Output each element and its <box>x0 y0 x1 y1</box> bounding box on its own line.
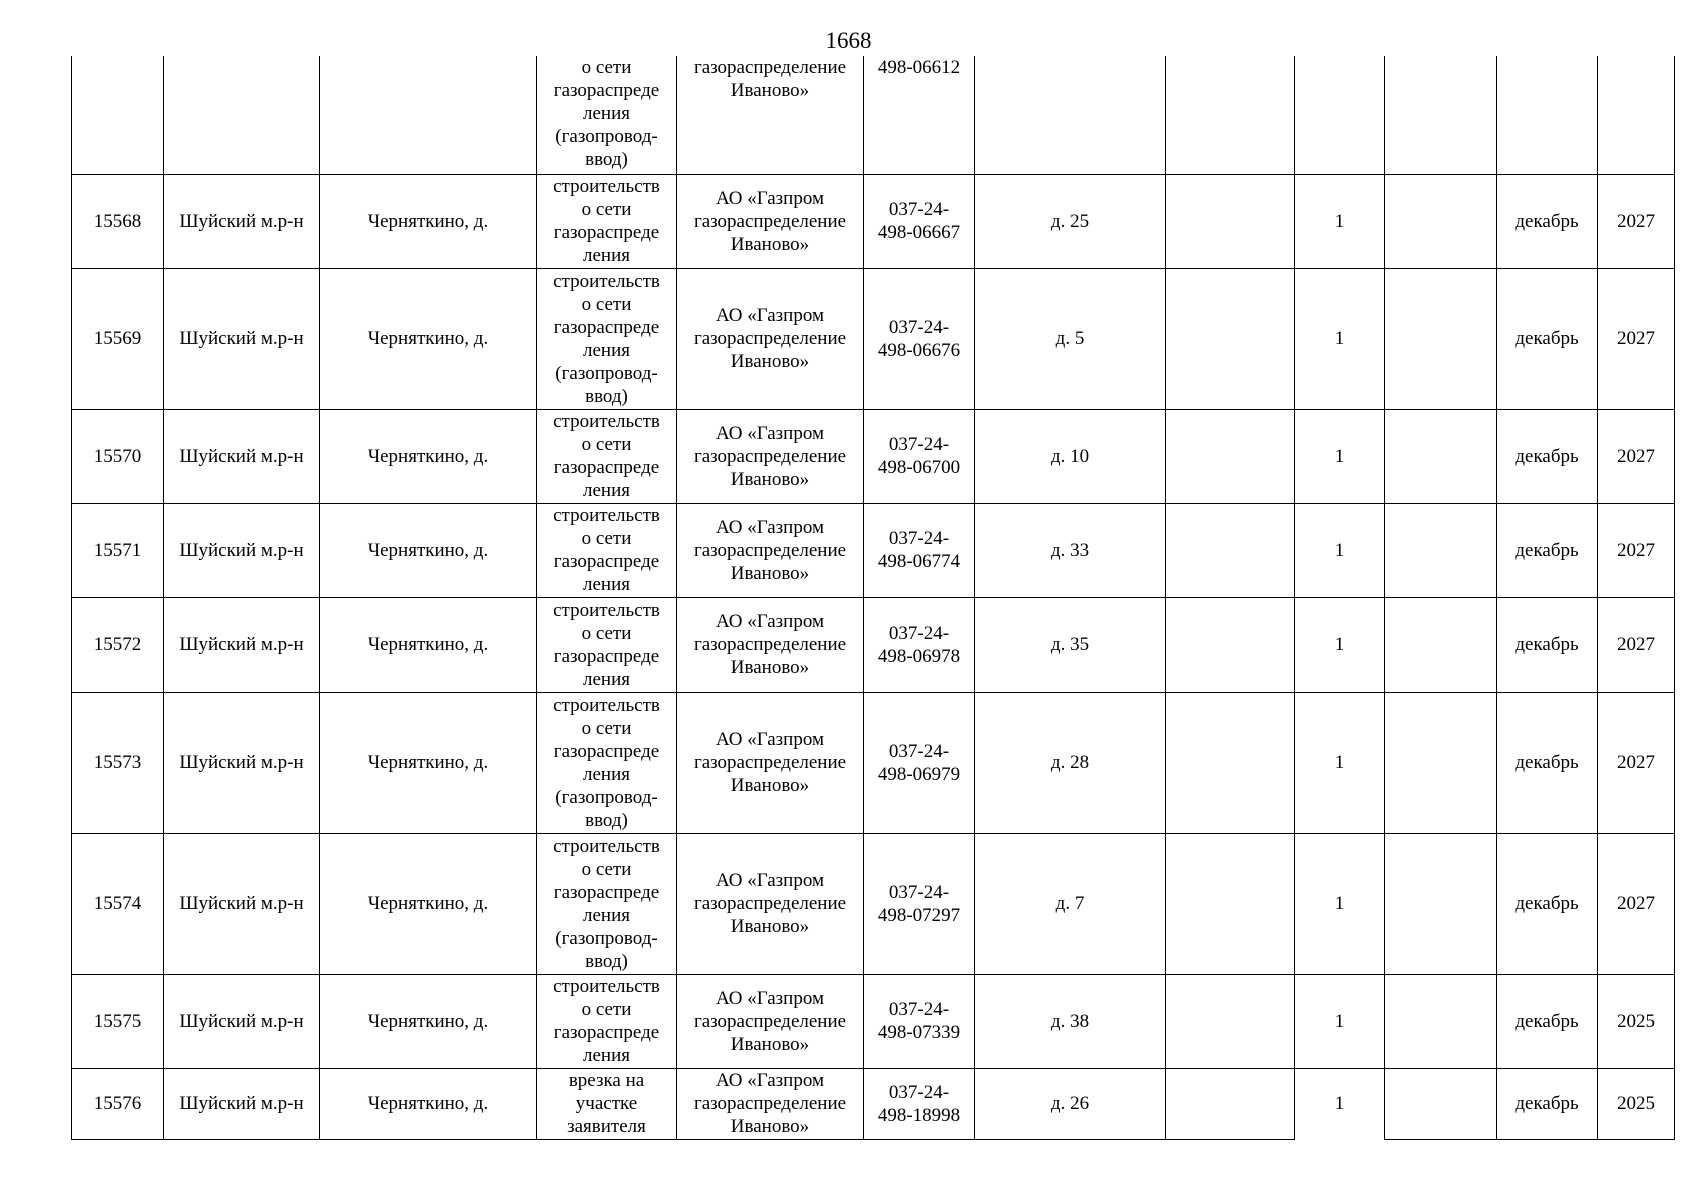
cell-empty <box>1166 833 1295 974</box>
cell-year: 2027 <box>1598 597 1675 692</box>
cell-month: декабрь <box>1497 503 1598 597</box>
cell-district: Шуйский м.р-н <box>164 409 320 503</box>
cell-year: 2027 <box>1598 692 1675 833</box>
cell-id <box>72 56 164 174</box>
cell-empty <box>1385 1068 1497 1139</box>
cell-year: 2025 <box>1598 1068 1675 1139</box>
table-row <box>72 692 1675 833</box>
cell-year: 2025 <box>1598 974 1675 1068</box>
cell-settlement: Черняткино, д. <box>320 409 537 503</box>
cell-year: 2027 <box>1598 833 1675 974</box>
cell-year: 2027 <box>1598 268 1675 409</box>
cell-address: д. 35 <box>975 597 1166 692</box>
cell-application-number: 037-24- 498-07297 <box>864 833 975 974</box>
cell-month: декабрь <box>1497 1068 1598 1139</box>
table-row <box>72 503 1675 597</box>
cell-organization: АО «Газпром газораспределение Иваново» <box>677 503 864 597</box>
cell-application-number: 037-24- 498-06979 <box>864 692 975 833</box>
table-row <box>72 174 1675 268</box>
cell-quantity <box>1295 56 1385 174</box>
cell-empty <box>1166 597 1295 692</box>
cell-month: декабрь <box>1497 833 1598 974</box>
cell-district: Шуйский м.р-н <box>164 692 320 833</box>
cell-settlement: Черняткино, д. <box>320 597 537 692</box>
cell-address: д. 5 <box>975 268 1166 409</box>
cell-application-number: 037-24- 498-06700 <box>864 409 975 503</box>
cell-id: 15572 <box>72 597 164 692</box>
table-row <box>72 597 1675 692</box>
cell-district: Шуйский м.р-н <box>164 974 320 1068</box>
cell-district: Шуйский м.р-н <box>164 1068 320 1139</box>
cell-month: декабрь <box>1497 597 1598 692</box>
cell-application-number: 037-24- 498-06667 <box>864 174 975 268</box>
cell-activity: строительств о сети газораспреде ления <box>537 409 677 503</box>
cell-empty <box>1385 268 1497 409</box>
cell-month: декабрь <box>1497 974 1598 1068</box>
cell-activity: строительств о сети газораспреде ления (газопровод- ввод) <box>537 833 677 974</box>
cell-address: д. 28 <box>975 692 1166 833</box>
cell-settlement <box>320 56 537 174</box>
cell-address: д. 10 <box>975 409 1166 503</box>
table-row <box>72 833 1675 974</box>
cell-settlement: Черняткино, д. <box>320 692 537 833</box>
cell-id: 15568 <box>72 174 164 268</box>
cell-empty <box>1385 833 1497 974</box>
cell-month <box>1497 56 1598 174</box>
cell-empty <box>1166 503 1295 597</box>
cell-month: декабрь <box>1497 409 1598 503</box>
cell-year: 2027 <box>1598 409 1675 503</box>
cell-settlement: Черняткино, д. <box>320 1068 537 1139</box>
table-row-continued <box>72 56 1675 174</box>
cell-empty <box>1166 974 1295 1068</box>
cell-id: 15575 <box>72 974 164 1068</box>
cell-application-number: 037-24- 498-06774 <box>864 503 975 597</box>
cell-application-number: 037-24- 498-06676 <box>864 268 975 409</box>
cell-settlement: Черняткино, д. <box>320 503 537 597</box>
cell-empty <box>1385 409 1497 503</box>
cell-id: 15574 <box>72 833 164 974</box>
cell-year: 2027 <box>1598 174 1675 268</box>
cell-organization: АО «Газпром газораспределение Иваново» <box>677 692 864 833</box>
cell-settlement: Черняткино, д. <box>320 268 537 409</box>
cell-empty <box>1166 1068 1295 1139</box>
cell-quantity: 1 <box>1295 409 1385 503</box>
cell-activity: строительств о сети газораспреде ления <box>537 174 677 268</box>
cell-month: декабрь <box>1497 174 1598 268</box>
cell-activity: строительств о сети газораспреде ления (газопровод- ввод) <box>537 268 677 409</box>
cell-empty <box>1166 56 1295 174</box>
cell-id: 15569 <box>72 268 164 409</box>
cell-year: 2027 <box>1598 503 1675 597</box>
cell-quantity: 1 <box>1295 268 1385 409</box>
cell-address: д. 26 <box>975 1068 1166 1139</box>
cell-empty <box>1166 174 1295 268</box>
table-row <box>72 974 1675 1068</box>
cell-activity: строительств о сети газораспреде ления <box>537 597 677 692</box>
cell-organization: АО «Газпром газораспределение Иваново» <box>677 409 864 503</box>
cell-empty <box>1166 409 1295 503</box>
cell-empty <box>1166 268 1295 409</box>
cell-organization: АО «Газпром газораспределение Иваново» <box>677 174 864 268</box>
cell-district: Шуйский м.р-н <box>164 268 320 409</box>
cell-activity: о сети газораспреде ления (газопровод- ввод) <box>537 56 677 174</box>
cell-application-number: 498-06612 <box>864 56 975 174</box>
cell-district: Шуйский м.р-н <box>164 597 320 692</box>
cell-address: д. 25 <box>975 174 1166 268</box>
cell-year <box>1598 56 1675 174</box>
cell-empty <box>1385 503 1497 597</box>
table-row <box>72 1068 1675 1139</box>
cell-quantity: 1 <box>1295 1068 1385 1139</box>
cell-id: 15570 <box>72 409 164 503</box>
cell-activity: строительств о сети газораспреде ления <box>537 503 677 597</box>
cell-quantity: 1 <box>1295 833 1385 974</box>
cell-quantity: 1 <box>1295 974 1385 1068</box>
gas-connection-table <box>71 56 1675 1140</box>
cell-activity: строительств о сети газораспреде ления <box>537 974 677 1068</box>
cell-district <box>164 56 320 174</box>
cell-district: Шуйский м.р-н <box>164 503 320 597</box>
cell-id: 15573 <box>72 692 164 833</box>
cell-organization: АО «Газпром газораспределение Иваново» <box>677 597 864 692</box>
cell-empty <box>1385 174 1497 268</box>
cell-id: 15576 <box>72 1068 164 1139</box>
cell-address: д. 33 <box>975 503 1166 597</box>
cell-settlement: Черняткино, д. <box>320 174 537 268</box>
cell-organization: газораспределение Иваново» <box>677 56 864 174</box>
cell-empty <box>1385 974 1497 1068</box>
cell-empty <box>1166 692 1295 833</box>
cell-organization: АО «Газпром газораспределение Иваново» <box>677 974 864 1068</box>
page-number: 1668 <box>825 28 872 53</box>
cell-empty <box>1385 597 1497 692</box>
cell-quantity: 1 <box>1295 692 1385 833</box>
cell-activity: строительств о сети газораспреде ления (газопровод- ввод) <box>537 692 677 833</box>
cell-activity: врезка на участке заявителя <box>537 1068 677 1139</box>
cell-district: Шуйский м.р-н <box>164 174 320 268</box>
cell-organization: АО «Газпром газораспределение Иваново» <box>677 833 864 974</box>
cell-month: декабрь <box>1497 692 1598 833</box>
cell-month: декабрь <box>1497 268 1598 409</box>
table-row <box>72 268 1675 409</box>
cell-address: д. 38 <box>975 974 1166 1068</box>
cell-quantity: 1 <box>1295 597 1385 692</box>
cell-district: Шуйский м.р-н <box>164 833 320 974</box>
cell-application-number: 037-24- 498-07339 <box>864 974 975 1068</box>
cell-quantity: 1 <box>1295 503 1385 597</box>
cell-organization: АО «Газпром газораспределение Иваново» <box>677 1068 864 1139</box>
cell-organization: АО «Газпром газораспределение Иваново» <box>677 268 864 409</box>
cell-application-number: 037-24- 498-18998 <box>864 1068 975 1139</box>
cell-empty <box>1385 56 1497 174</box>
table-row <box>72 409 1675 503</box>
cell-id: 15571 <box>72 503 164 597</box>
cell-settlement: Черняткино, д. <box>320 974 537 1068</box>
cell-quantity: 1 <box>1295 174 1385 268</box>
cell-settlement: Черняткино, д. <box>320 833 537 974</box>
cell-application-number: 037-24- 498-06978 <box>864 597 975 692</box>
cell-empty <box>1385 692 1497 833</box>
cell-address: д. 7 <box>975 833 1166 974</box>
cell-address <box>975 56 1166 174</box>
